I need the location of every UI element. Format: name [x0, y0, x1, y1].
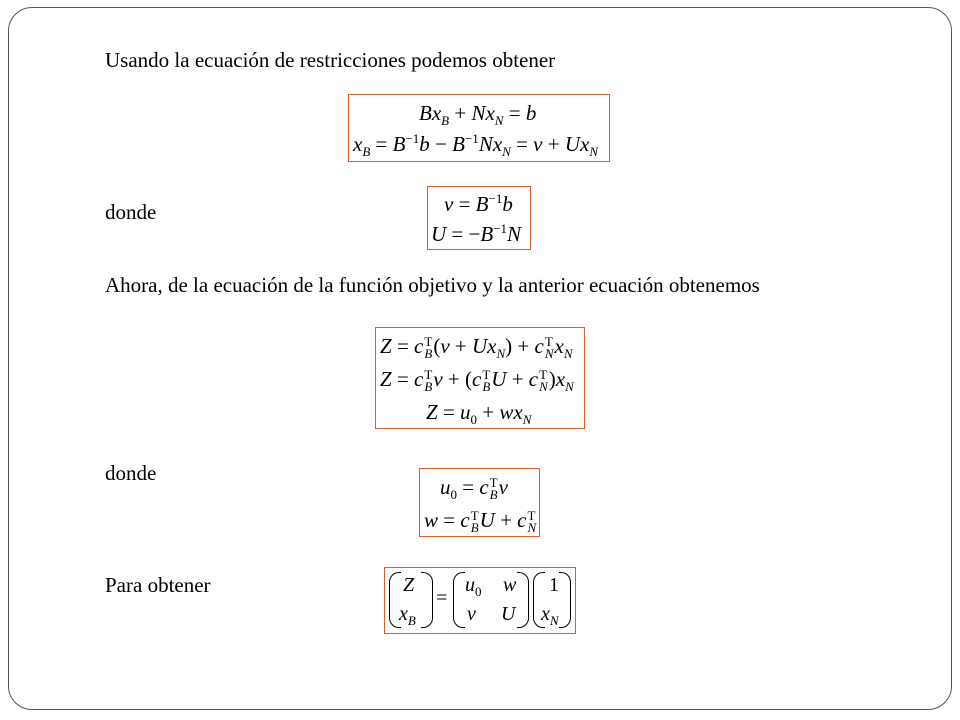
left-paren: [453, 572, 465, 628]
equation-line: w = c T B U + c T N: [424, 508, 537, 536]
equation-line: $Bx_B + Nx_N = b$: [419, 101, 537, 129]
matrix-cell-22: U: [501, 603, 516, 625]
lhs-top: Z: [403, 574, 415, 596]
equation-line: $x_B = B^{-1}b - B^{-1}Nx_N = v + Ux_N$: [353, 131, 599, 160]
donde-text-2: donde: [105, 461, 157, 485]
right-paren: [559, 572, 571, 628]
equation-line: Z = c T B $(v + Ux_N) + c$ T N $x_N$: [380, 334, 573, 362]
donde-text-1: donde: [105, 200, 157, 224]
equals-sign: =: [436, 587, 448, 609]
rhs-bottom: $x_N$: [541, 603, 559, 628]
para-obtener-text: Para obtener: [105, 573, 211, 597]
lhs-bottom: $x_B$: [399, 603, 416, 628]
matrix-cell-21: v: [467, 603, 476, 625]
equation-box-definitions-2: [419, 468, 540, 537]
equation-line: $v = B^{-1}b$: [444, 191, 513, 216]
right-paren: [517, 572, 529, 628]
intro-text: Usando la ecuación de restricciones podemos obtener: [105, 48, 556, 72]
equation-box-definitions-1: [427, 186, 531, 250]
matrix-cell-12: w: [503, 574, 517, 596]
rhs-top: 1: [549, 574, 559, 596]
equation-line: Z = c T B v + (c T B U + c T N )$x_N$: [380, 367, 574, 395]
right-paren: [421, 572, 433, 628]
objective-text: Ahora, de la ecuación de la función objetivo y la anterior ecuación obtenemos: [105, 273, 760, 297]
equation-line: $u_0 = c$ T B v: [440, 475, 508, 503]
equation-box-constraints: [348, 94, 610, 162]
equation-box-objective: [375, 327, 585, 429]
equation-line: $Z = u_0 + wx_N$: [426, 400, 532, 428]
matrix-cell-11: $u_0$: [465, 574, 482, 599]
equation-box-matrix: [384, 567, 576, 634]
equation-line: $U = -B^{-1}N$: [431, 221, 522, 246]
